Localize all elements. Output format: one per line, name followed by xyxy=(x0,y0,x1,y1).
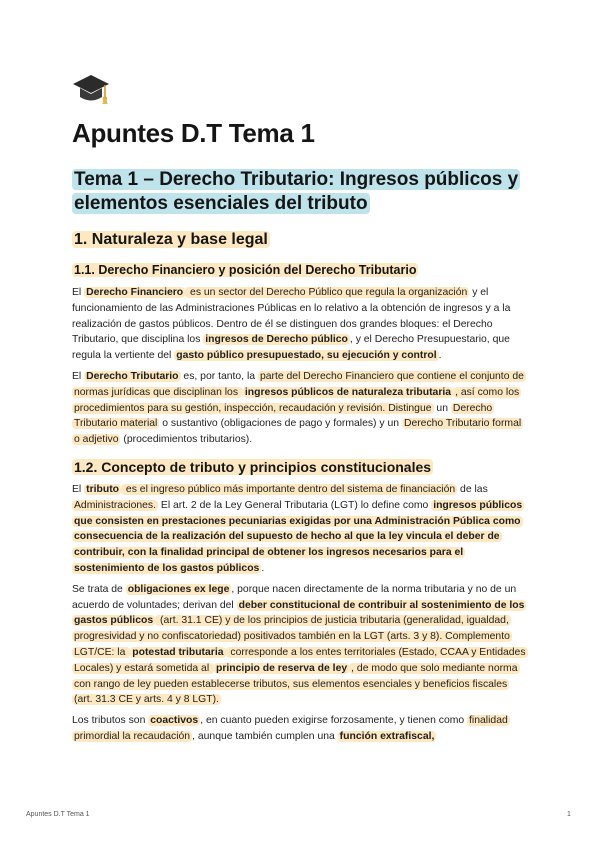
paragraph xyxy=(72,582,528,708)
text-run: tributo xyxy=(86,483,120,495)
section-1-heading xyxy=(72,230,528,250)
paragraph xyxy=(72,369,528,448)
page-content xyxy=(72,72,528,750)
text-run: , y el Derecho Presupuestario, que regula la vertiente del xyxy=(72,334,510,362)
text-run: ingresos de Derecho público xyxy=(205,334,348,346)
text-run: , porque nacen directamente de la norma tributaria y no de un acuerdo de voluntades; derivan del xyxy=(72,583,517,611)
graduation-cap-icon xyxy=(72,72,110,108)
text-run: es el ingreso público más importante dentro del sistema de financiación xyxy=(123,483,456,495)
paragraph xyxy=(72,713,528,745)
text-run: , en cuanto pueden exigirse forzosamente, y tienen como xyxy=(200,715,468,727)
text-run: ingresos públicos que consisten en prestaciones pecuniarias exigidas por una Administración Pública como consecuencia de la realización del supuesto de hecho al que la ley vincula el deber de contribuir, con la finalidad principal de obtener los ingresos necesarios para el sostenimiento de los gastos públicos xyxy=(74,499,523,574)
text-run: es, por tanto, la xyxy=(180,370,258,382)
text-run: principio de reserva de ley xyxy=(216,662,348,674)
tema-heading-text: Tema 1 – Derecho Tributario: Ingresos públicos y elementos esenciales del tributo xyxy=(74,169,519,214)
subsection-1-2-heading-text: 1.2. Concepto de tributo y principios constitucionales xyxy=(74,458,432,475)
footer-page-number: 1 xyxy=(567,811,571,818)
text-run: (art. 31.1 CE) y de los principios de justicia tributaria (generalidad, igualdad, progresividad y no confiscatoriedad) positivados también en la LGT (arts. 3 y 8). Complemento LGT/CE: la xyxy=(74,615,510,658)
text-run: deber constitucional de contribuir al sostenimiento de los gastos públicos xyxy=(74,599,525,627)
text-run: y el funcionamiento de las Administraciones Públicas en lo relativo a la obtención de ingresos y a la realización de gastos públicos. Dentro de él se distinguen dos grandes bloques: el Derecho Tributario, que disciplina los xyxy=(72,287,511,346)
text-run: corresponde a los entes territoriales (Estado, CCAA y Entidades Locales) y estará sometida al xyxy=(74,646,526,674)
text-run: El art. 2 de la Ley General Tributaria (LGT) lo define como xyxy=(158,499,432,511)
footer-document-name: Apuntes D.T Tema 1 xyxy=(26,811,90,818)
text-run: Derecho Tributario material xyxy=(74,402,493,430)
text-run: El xyxy=(72,483,85,495)
tema-heading xyxy=(72,168,528,216)
text-run: . xyxy=(438,350,442,362)
text-run: ingresos públicos de naturaleza tributaria xyxy=(244,386,452,398)
text-run: Derecho Tributario formal o adjetivo xyxy=(74,418,522,446)
subsection-1-2-heading xyxy=(72,458,528,476)
text-run: o sustantivo (obligaciones de pago y formales) y un xyxy=(159,418,402,430)
text-run: , aunque también cumplen una xyxy=(192,730,338,742)
text-run: El xyxy=(72,370,85,382)
text-run: parte del Derecho Financiero que contiene el conjunto de normas jurídicas que disciplinan los xyxy=(74,370,524,398)
text-run: finalidad primordial la recaudación xyxy=(74,715,508,742)
subsection-1-1-heading xyxy=(72,262,528,279)
text-run: , de modo que solo mediante norma con rango de ley pueden establecerse tributos, sus elementos esenciales y beneficios fiscales (art. 31.3 CE y arts. 4 y 8 LGT). xyxy=(74,662,518,706)
document-title: Apuntes D.T Tema 1 xyxy=(72,118,315,148)
text-run: un xyxy=(433,402,451,414)
text-run: Derecho Financiero xyxy=(86,287,184,298)
text-run: Derecho Tributario xyxy=(86,370,179,382)
text-run: Administraciones. xyxy=(74,499,157,511)
text-run: Se trata de xyxy=(72,583,126,595)
text-run: (procedimientos tributarios). xyxy=(120,434,253,446)
text-run: El xyxy=(72,287,85,298)
text-run: obligaciones ex lege xyxy=(127,583,230,595)
text-run: potestad tributaria xyxy=(132,646,224,658)
text-run: coactivos xyxy=(150,715,199,727)
subsection-1-1-heading-text: 1.1. Derecho Financiero y posición del Derecho Tributario xyxy=(74,263,417,277)
paragraph xyxy=(72,482,528,577)
section-1-heading-text: 1. Naturaleza y base legal xyxy=(74,231,268,248)
text-run: , así como los procedimientos para su gestión, inspección, recaudación y revisión. Distingue xyxy=(74,386,520,414)
text-run: . xyxy=(261,562,265,574)
paragraph xyxy=(72,285,528,364)
text-run: función extrafiscal, xyxy=(339,730,435,742)
text-run: gasto público presupuestado, su ejecución y control xyxy=(176,350,437,362)
text-run: de las xyxy=(457,483,488,495)
text-run: Los tributos son xyxy=(72,715,149,727)
text-run: es un sector del Derecho Público que regula la organización xyxy=(187,287,468,298)
